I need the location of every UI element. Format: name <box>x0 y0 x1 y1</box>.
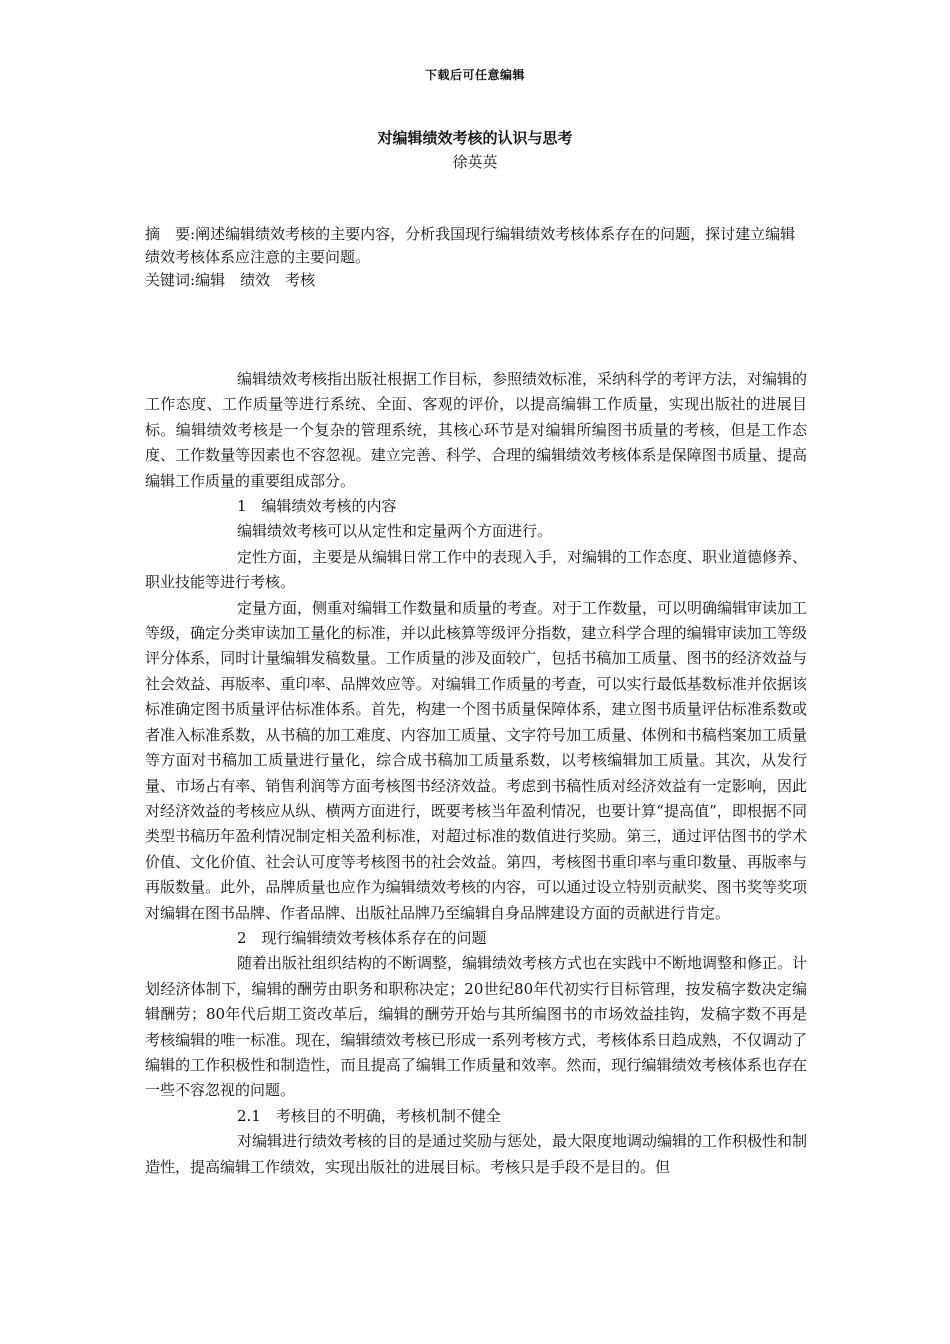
abstract-section <box>145 223 808 292</box>
abstract-paragraph <box>145 223 808 269</box>
body-paragraph: 编辑绩效考核可以从定性和定量两个方面进行。 <box>237 522 553 541</box>
keywords-label: 关键词: <box>145 271 196 289</box>
section-heading: 1 编辑绩效考核的内容 <box>237 497 397 516</box>
subsection-heading: 2.1 考核目的不明确，考核机制不健全 <box>237 1106 501 1125</box>
section-heading: 2 现行编辑绩效考核体系存在的问题 <box>237 928 487 947</box>
body-paragraph: 编辑绩效考核指出版社根据工作目标，参照绩效标准，采纳科学的考评方法，对编辑的工作态度、工作质量等进行系统、全面、客观的评价，以提高编辑工作质量，实现出版社的进展目标。编辑绩效考核是一个复杂的管理系统，其核心环节是对编辑所编图书质量的考核，但是工作态度、工作数量等因素也不容忽视。建立完善、科学、合理的编辑绩效考核体系是保障图书质量、提高编辑工作质量的重要组成部分。 <box>145 370 808 490</box>
body-paragraph: 随着出版社组织结构的不断调整，编辑绩效考核方式也在实践中不断地调整和修正。计划经济体制下，编辑的酬劳由职务和职称决定；20世纪80年代初实行目标管理，按发稿字数决定编辑酬劳；80年代后期工资改革后，编辑的酬劳开始与其所编图书的市场效益挂钩，发稿字数不再是考核编辑的唯一标准。现在，编辑绩效考核已形成一系列考核方式，考核体系日趋成熟，不仅调动了编辑的工作积极性和制造性，而且提高了编辑工作质量和效率。然而，现行编辑绩效考核体系也存在一些不容忽视的问题。 <box>145 954 808 1100</box>
keywords-line <box>145 269 808 292</box>
download-note: 下载后可任意编辑 <box>424 68 525 82</box>
article-title: 对编辑绩效考核的认识与思考 <box>377 129 573 147</box>
body-paragraph: 对编辑进行绩效考核的目的是通过奖励与惩处，最大限度地调动编辑的工作积极性和制造性，提高编辑工作绩效，实现出版社的进展目标。考核只是手段不是目的。但 <box>145 1132 808 1176</box>
author-name: 徐英英 <box>452 153 498 171</box>
article-body <box>145 367 807 1180</box>
body-paragraph: 定量方面，侧重对编辑工作数量和质量的考查。对于工作数量，可以明确编辑审读加工等级，确定分类审读加工量化的标准，并以此核算等级评分指数，建立科学合理的编辑审读加工等级评分体系，同时计量编辑发稿数量。工作质量的涉及面较广，包括书稿加工质量、图书的经济效益与社会效益、再版率、重印率、品牌效应等。对编辑工作质量的考查，可以实行最低基数标准并依据该标准确定图书质量评估标准体系。首先，构建一个图书质量保障体系，建立图书质量评估标准系数或者准入标准系数，从书稿的加工难度、内容加工质量、文字符号加工质量、体例和书稿档案加工质量等方面对书稿加工质量进行量化，综合成书稿加工质量系数，以考核编辑加工质量。其次，从发行量、市场占有率、销售利润等方面考核图书经济效益。考虑到书稿性质对经济效益有一定影响，因此对经济效益的考核应从纵、横两方面进行，既要考核当年盈利情况，也要计算“提高值”，即根据不同类型书稿历年盈利情况制定相关盈利标准，对超过标准的数值进行奖励。第三，通过评估图书的学术价值、文化价值、社会认可度等考核图书的社会效益。第四，考核图书重印率与重印数量、再版率与再版数量。此外，品牌质量也应作为编辑绩效考核的内容，可以通过设立特别贡献奖、图书奖等奖项对编辑在图书品牌、作者品牌、出版社品牌乃至编辑自身品牌建设方面的贡献进行肯定。 <box>145 598 808 922</box>
keywords-text: 编辑 绩效 考核 <box>195 271 316 289</box>
body-paragraph: 定性方面，主要是从编辑日常工作中的表现入手，对编辑的工作态度、职业道德修养、职业技能等进行考核。 <box>145 547 808 592</box>
abstract-label: 摘 要: <box>145 225 196 243</box>
abstract-text: 阐述编辑绩效考核的主要内容，分析我国现行编辑绩效考核体系存在的问题，探讨建立编辑绩效考核体系应注意的主要问题。 <box>145 225 796 266</box>
